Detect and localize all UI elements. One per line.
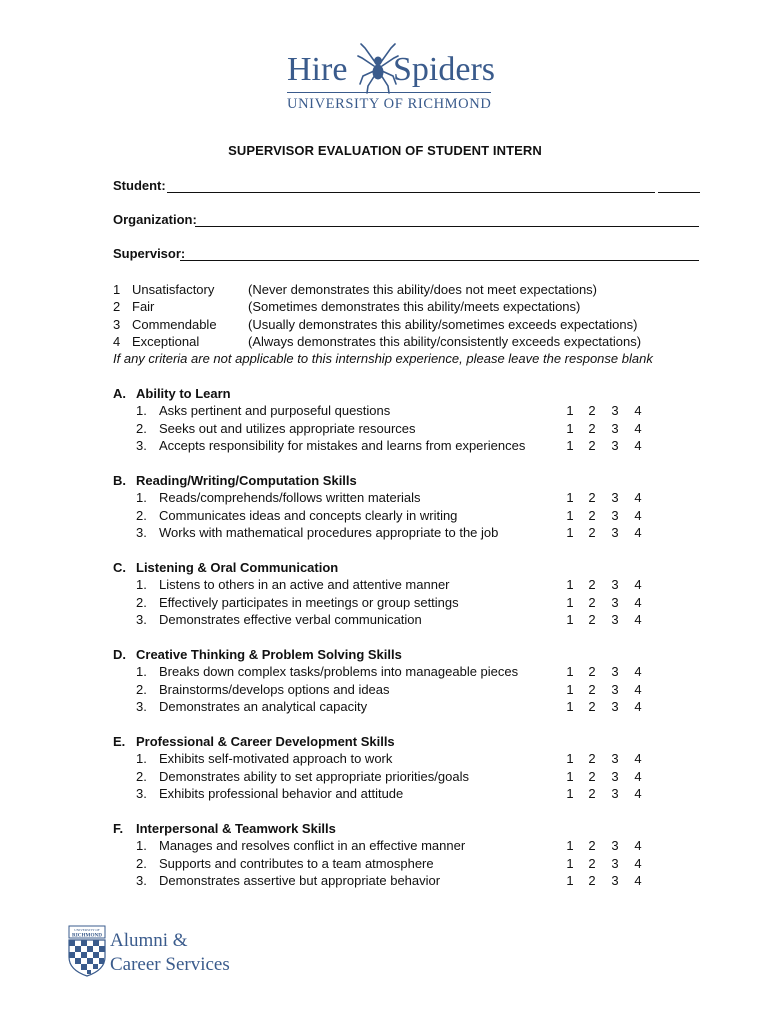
section-title [113,385,673,402]
shield-text: RICHMOND [72,932,102,939]
rating-option-4[interactable]: 4 [634,420,642,436]
section-title-text: Reading/Writing/Computation Skills [136,473,357,488]
scale-label: Exceptional [132,333,200,349]
rating-option-4[interactable]: 4 [634,855,642,871]
rating-option-1[interactable]: 1 [566,785,574,801]
section-title [113,559,673,576]
rating-option-1[interactable]: 1 [566,664,574,680]
criterion-number: 2. [136,681,147,697]
criterion-text: Demonstrates assertive but appropriate behavior [159,872,441,888]
rating-option-4[interactable]: 4 [634,594,642,610]
rating-option-3[interactable]: 3 [611,577,619,593]
section-title [113,472,673,489]
rating-option-3[interactable]: 3 [611,490,619,506]
rating-option-3[interactable]: 3 [611,768,619,784]
student-label: Student: [113,178,166,193]
rating-option-3[interactable]: 3 [611,420,619,436]
section-letter: E. [113,734,126,749]
logo-word-spiders: Spiders [393,51,495,88]
criterion-text: Supports and contributes to a team atmosphere [159,855,434,871]
criterion-number: 1. [136,838,147,854]
rating-option-1[interactable]: 1 [566,490,574,506]
alumni-line-2: Career Services [110,954,230,975]
criterion-row [113,663,673,680]
student-line-short[interactable] [658,192,700,193]
rating-option-1[interactable]: 1 [566,524,574,540]
rating-option-1[interactable]: 1 [566,403,574,419]
criterion-number: 3. [136,785,147,801]
rating-option-1[interactable]: 1 [566,437,574,453]
scale-description: (Usually demonstrates this ability/sometimes exceeds expectations) [248,316,638,332]
rating-option-1[interactable]: 1 [566,855,574,871]
criterion-row [113,594,673,611]
rating-option-2[interactable]: 2 [588,664,596,680]
svg-text:UNIVERSITY OF: UNIVERSITY OF [74,928,100,932]
rating-option-2[interactable]: 2 [588,838,596,854]
rating-option-1[interactable]: 1 [566,611,574,627]
rating-option-1[interactable]: 1 [566,768,574,784]
organization-field[interactable] [113,212,197,228]
criterion-number: 1. [136,577,147,593]
alumni-career-services-logo [68,925,268,985]
criterion-text: Seeks out and utilizes appropriate resources [159,420,416,436]
criterion-number: 3. [136,437,147,453]
scale-description: (Always demonstrates this ability/consistently exceeds expectations) [248,333,642,349]
section-b [113,472,673,541]
criterion-text: Exhibits self-motivated approach to work [159,751,393,767]
section-title-text: Professional & Career Development Skills [136,734,395,749]
criterion-text: Reads/comprehends/follows written materials [159,490,421,506]
section-e [113,733,673,802]
alumni-text [110,929,230,977]
scale-label: Unsatisfactory [132,282,215,297]
criterion-number: 3. [136,698,147,714]
criterion-number: 2. [136,768,147,784]
criterion-row [113,750,673,767]
university-shield-icon [68,925,106,977]
rating-option-1[interactable]: 1 [566,681,574,697]
rating-option-3[interactable]: 3 [611,698,619,714]
rating-option-2[interactable]: 2 [588,437,596,453]
section-title [113,733,673,750]
criterion-text: Effectively participates in meetings or group settings [159,594,459,610]
rating-option-1[interactable]: 1 [566,507,574,523]
criterion-text: Demonstrates ability to set appropriate priorities/goals [159,768,469,784]
criterion-number: 1. [136,490,147,506]
rating-option-3[interactable]: 3 [611,594,619,610]
criterion-number: 1. [136,403,147,419]
scale-label: Fair [132,299,155,315]
rating-option-3[interactable]: 3 [611,437,619,453]
rating-option-4[interactable]: 4 [634,611,642,627]
rating-option-4[interactable]: 4 [634,681,642,697]
supervisor-line[interactable] [180,260,699,261]
criterion-row [113,576,673,593]
rating-option-3[interactable]: 3 [611,785,619,801]
rating-option-2[interactable]: 2 [588,872,596,888]
rating-option-3[interactable]: 3 [611,611,619,627]
criterion-row [113,420,673,437]
rating-option-3[interactable]: 3 [611,855,619,871]
section-title [113,820,673,837]
criterion-number: 1. [136,751,147,767]
criterion-number: 2. [136,855,147,871]
rating-option-2[interactable]: 2 [588,611,596,627]
instruction-note: If any criteria are not applicable to this internship experience, please leave the response blank [113,351,653,366]
logo-word-hire: Hire [287,51,348,88]
rating-option-1[interactable]: 1 [566,872,574,888]
rating-option-3[interactable]: 3 [611,524,619,540]
section-title-text: Interpersonal & Teamwork Skills [136,821,336,836]
criterion-text: Exhibits professional behavior and attitude [159,785,404,801]
rating-option-4[interactable]: 4 [634,785,642,801]
criterion-text: Communicates ideas and concepts clearly in writing [159,507,458,523]
supervisor-field[interactable] [113,246,185,262]
rating-option-4[interactable]: 4 [634,524,642,540]
criterion-row [113,489,673,506]
criterion-number: 3. [136,524,147,540]
rating-option-4[interactable]: 4 [634,751,642,767]
criterion-row [113,402,673,419]
rating-option-2[interactable]: 2 [588,785,596,801]
rating-option-4[interactable]: 4 [634,577,642,593]
organization-line[interactable] [195,226,699,227]
section-letter: B. [113,473,126,488]
criterion-text: Brainstorms/develops options and ideas [159,681,390,697]
rating-option-4[interactable]: 4 [634,403,642,419]
rating-option-2[interactable]: 2 [588,507,596,523]
criterion-row [113,681,673,698]
section-letter: A. [113,386,126,401]
criterion-row [113,611,673,628]
scale-description: (Sometimes demonstrates this ability/meets expectations) [248,299,581,315]
rating-option-4[interactable]: 4 [634,437,642,453]
criterion-text: Breaks down complex tasks/problems into manageable pieces [159,664,519,680]
criterion-number: 2. [136,420,147,436]
rating-option-4[interactable]: 4 [634,664,642,680]
criterion-text: Asks pertinent and purposeful questions [159,403,391,419]
criterion-row [113,785,673,802]
rating-option-2[interactable]: 2 [588,681,596,697]
rating-option-2[interactable]: 2 [588,594,596,610]
section-d [113,646,673,715]
section-c [113,559,673,628]
section-f [113,820,673,889]
criterion-text: Works with mathematical procedures appropriate to the job [159,524,499,540]
rating-option-2[interactable]: 2 [588,524,596,540]
scale-description: (Never demonstrates this ability/does not meet expectations) [248,282,598,297]
criterion-row [113,524,673,541]
student-line[interactable] [167,192,655,193]
rating-option-3[interactable]: 3 [611,681,619,697]
organization-label: Organization: [113,212,197,227]
section-title-text: Creative Thinking & Problem Solving Skills [136,647,402,662]
student-field[interactable] [113,178,166,194]
rating-option-4[interactable]: 4 [634,507,642,523]
rating-option-2[interactable]: 2 [588,768,596,784]
criterion-number: 2. [136,594,147,610]
rating-option-3[interactable]: 3 [611,872,619,888]
rating-option-2[interactable]: 2 [588,420,596,436]
criterion-row [113,855,673,872]
criterion-text: Manages and resolves conflict in an effective manner [159,838,466,854]
rating-option-3[interactable]: 3 [611,751,619,767]
rating-option-4[interactable]: 4 [634,490,642,506]
rating-option-1[interactable]: 1 [566,594,574,610]
rating-option-4[interactable]: 4 [634,838,642,854]
rating-option-2[interactable]: 2 [588,698,596,714]
rating-option-2[interactable]: 2 [588,855,596,871]
scale-number: 2 [113,299,121,315]
rating-option-2[interactable]: 2 [588,751,596,767]
rating-option-1[interactable]: 1 [566,420,574,436]
rating-option-4[interactable]: 4 [634,768,642,784]
hire-spiders-logo [287,42,497,120]
section-title-text: Listening & Oral Communication [136,560,339,575]
section-letter: D. [113,647,126,662]
rating-option-3[interactable]: 3 [611,403,619,419]
logo-subtitle: UNIVERSITY OF RICHMOND [287,96,492,112]
rating-option-3[interactable]: 3 [611,664,619,680]
criterion-row [113,698,673,715]
criterion-text: Demonstrates an analytical capacity [159,698,368,714]
criterion-number: 3. [136,611,147,627]
criterion-row [113,768,673,785]
criterion-text: Demonstrates effective verbal communication [159,611,422,627]
criterion-text: Accepts responsibility for mistakes and learns from experiences [159,437,526,453]
rating-option-3[interactable]: 3 [611,507,619,523]
logo-divider [287,92,491,93]
section-title [113,646,673,663]
criterion-number: 2. [136,507,147,523]
rating-option-4[interactable]: 4 [634,698,642,714]
criterion-number: 3. [136,872,147,888]
scale-number: 4 [113,333,121,349]
section-title-text: Ability to Learn [136,386,231,401]
rating-option-2[interactable]: 2 [588,577,596,593]
criterion-row [113,437,673,454]
rating-option-1[interactable]: 1 [566,751,574,767]
criterion-text: Listens to others in an active and attentive manner [159,577,450,593]
document-title: SUPERVISOR EVALUATION OF STUDENT INTERN [228,143,542,158]
alumni-line-1: Alumni & [110,930,188,951]
rating-option-3[interactable]: 3 [611,838,619,854]
rating-option-1[interactable]: 1 [566,698,574,714]
rating-option-1[interactable]: 1 [566,838,574,854]
criterion-row [113,837,673,854]
criterion-row [113,872,673,889]
rating-option-1[interactable]: 1 [566,577,574,593]
rating-option-4[interactable]: 4 [634,872,642,888]
criterion-row [113,507,673,524]
section-a [113,385,673,454]
section-letter: C. [113,560,126,575]
criterion-number: 1. [136,664,147,680]
rating-option-2[interactable]: 2 [588,403,596,419]
scale-label: Commendable [132,316,217,332]
section-letter: F. [113,821,124,836]
rating-option-2[interactable]: 2 [588,490,596,506]
supervisor-label: Supervisor: [113,246,186,261]
scale-number: 1 [113,282,121,297]
scale-number: 3 [113,316,121,332]
